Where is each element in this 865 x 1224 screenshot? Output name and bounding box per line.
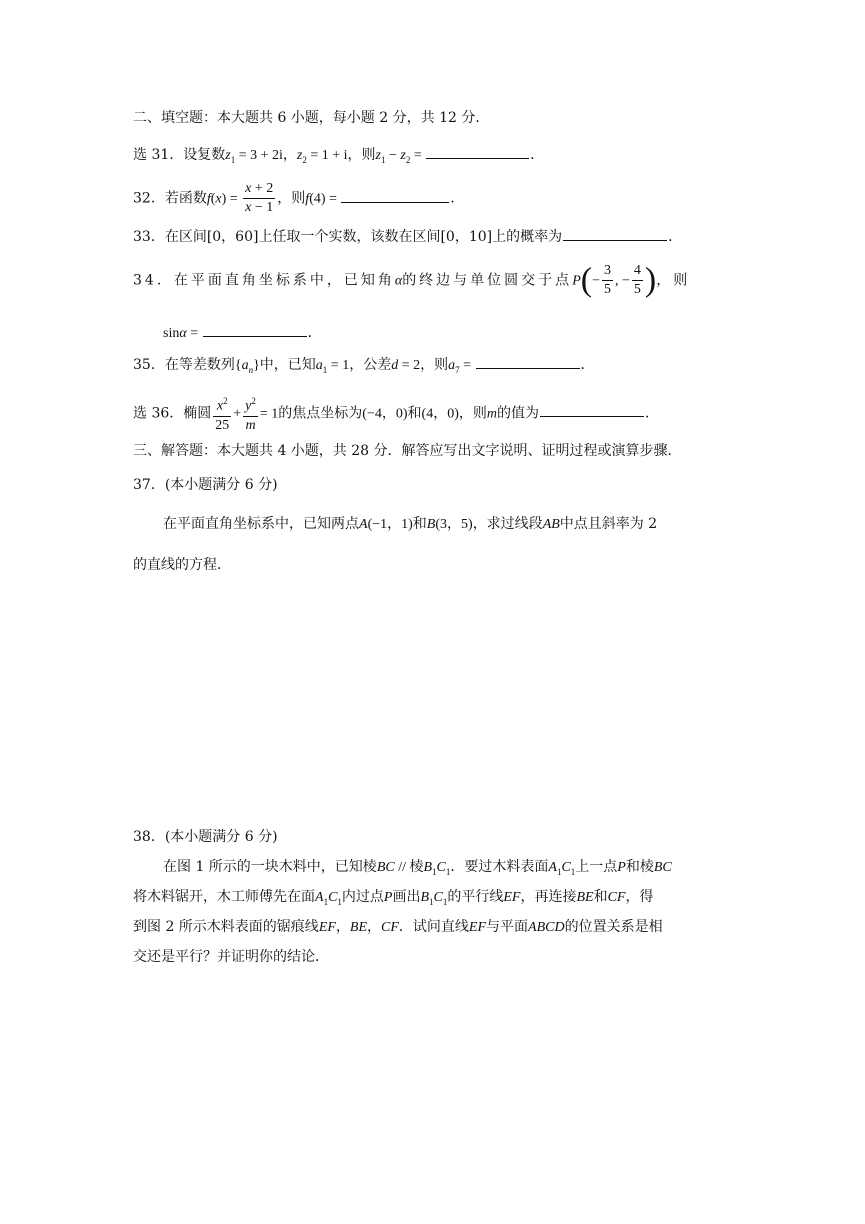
question-35: 35．在等差数列$\{a_n\}$中，已知$a_1 = 1$，公差d = 2，则$a_7$ = ．	[133, 354, 595, 380]
section-2-heading: 二、填空题：本大题共 6 小题，每小题 2 分，共 12 分．	[133, 110, 490, 126]
question-36: 选 36．椭圆 $\frac{x^2}{25}$ + $\frac{y^2}{m}$ = 1的焦点坐标为(−4，0)和(4，0)，则m的值为 ．	[133, 392, 659, 435]
answer-blank[interactable]	[203, 322, 307, 337]
question-38-body-line4: 交还是平行？并证明你的结论．	[133, 949, 329, 965]
question-34-answer: sinα = ．	[163, 322, 322, 344]
question-32: 32．若函数f(x) = $\frac{x + 2}{x - 1}$ ，则f(4) = ．	[133, 181, 465, 215]
answer-blank[interactable]	[426, 144, 529, 159]
answer-blank[interactable]	[476, 354, 580, 369]
question-38-body-line3: 到图 2 所示木料表面的锯痕线EF，BE，CF．试问直线EF与平面ABCD的位置关系是相	[133, 919, 663, 935]
answer-blank[interactable]	[563, 226, 667, 241]
question-37-body-line1: 在平面直角坐标系中，已知两点A(−1，1)和B(3，5)，求过线段AB中点且斜率为 2	[163, 516, 658, 532]
question-31: 选 31．设复数$z_1 = 3 + 2i$，$z_2 = 1 + i$，则$z_1 - z_2$ = ．	[133, 144, 544, 170]
question-33: 33．在区间[0，60]上任取一个实数，该数在区间[0，10]上的概率为 ．	[133, 226, 682, 247]
question-34: 34．在平面直角坐标系中，已知角α的终边与单位圆交于点P(− $\frac{3}{5}$ , − $\frac{4}{5}$ )，则	[133, 261, 691, 299]
answer-blank[interactable]	[341, 188, 449, 203]
answer-blank[interactable]	[540, 402, 644, 417]
question-38-body-line1: 在图 1 所示的一块木料中，已知棱BC // 棱$B_1C_1$．要过木料表面$A_1C_1$上一点P和棱BC	[163, 859, 672, 877]
question-38-header: 38．(本小题满分 6 分)	[133, 829, 278, 845]
question-37-header: 37．(本小题满分 6 分)	[133, 477, 278, 493]
section-3-heading: 三、解答题：本大题共 4 小题，共 28 分．解答应写出文字说明、证明过程或演算步骤．	[133, 443, 682, 459]
question-38-body-line2: 将木料锯开，木工师傅先在面$A_1C_1$内过点P画出$B_1C_1$的平行线EF，再连接BE和CF，得	[133, 889, 654, 907]
question-37-body-line2: 的直线的方程．	[133, 557, 231, 573]
